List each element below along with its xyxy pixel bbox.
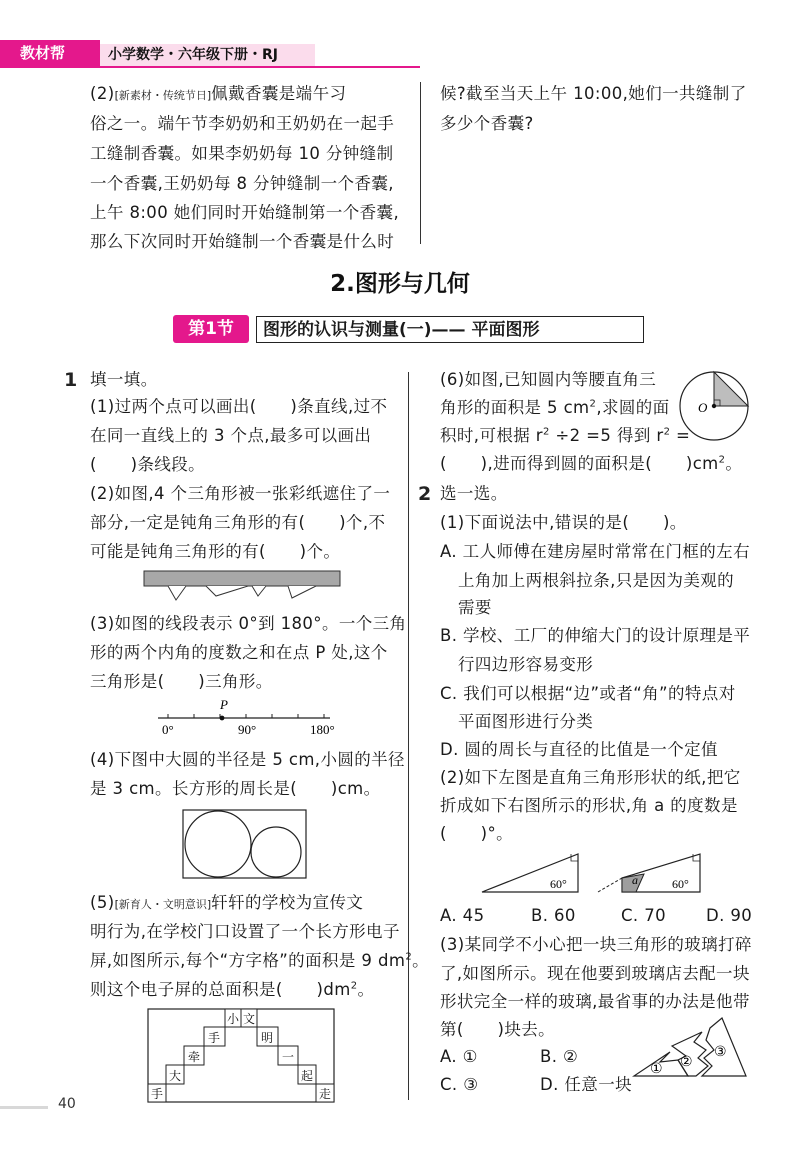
fold-dashed-line xyxy=(598,878,622,892)
header-brand: 教材帮 xyxy=(20,44,66,62)
q1-p1-line-2: 在同一直线上的 3 个点,最多可以画出 xyxy=(90,426,372,445)
q1-p1-line-3: ( )条线段。 xyxy=(90,455,206,474)
rectangle xyxy=(183,810,306,878)
q2-p3-line-4: 第( )块去。 xyxy=(440,1020,556,1039)
q2-p2-option-a: A. 45 xyxy=(440,906,485,925)
piece-3-label: ③ xyxy=(714,1044,727,1060)
q1-p5-line-4: 则这个电子屏的总面积是( )$dm^2$。 xyxy=(90,980,375,999)
chapter-title: 2.图形与几何 xyxy=(330,271,470,297)
top-q2-line-6: 那么下次同时开始缝制一个香囊是什么时 xyxy=(90,232,395,251)
q2-p3-option-b: B. ② xyxy=(540,1047,579,1066)
char-3: 手 xyxy=(208,1031,221,1045)
q1-p6-line-2: 角形的面积是 5 $cm^2$,求圆的面 xyxy=(440,398,670,417)
q1-p5-line-1: (5)[新育人・文明意识]轩轩的学校为宣传文 xyxy=(90,893,364,912)
center-label: O xyxy=(698,400,708,415)
q2-p2-line-1: (2)如下左图是直角三角形形状的纸,把它 xyxy=(440,768,741,787)
column-divider-top xyxy=(420,82,421,244)
q1-number: 1 xyxy=(64,369,78,391)
q2-p1-option-b-2: 行四边形容易变形 xyxy=(458,655,594,674)
q1-p1-line-1: (1)过两个点可以画出( )条直线,过不 xyxy=(90,397,388,416)
paper-strip xyxy=(144,571,340,586)
piece-2-label: ② xyxy=(680,1054,693,1070)
center-point xyxy=(712,404,716,408)
degree-number-line xyxy=(150,696,340,740)
q2-p3-option-c: C. ③ xyxy=(440,1075,479,1094)
q1-p3-line-1: (3)如图的线段表示 0°到 180°。一个三角 xyxy=(90,614,407,633)
q2-p2-option-b: B. 60 xyxy=(531,906,576,925)
q2-p1-option-b-1: B. 学校、工厂的伸缩大门的设计原理是平 xyxy=(440,626,751,645)
q2-p1-option-c-2: 平面图形进行分类 xyxy=(458,712,594,731)
q1-p2-line-2: 部分,一定是钝角三角形的有( )个,不 xyxy=(90,513,386,532)
q2-p3-option-d: D. 任意一块 xyxy=(540,1075,632,1094)
char-2: 文 xyxy=(243,1012,256,1026)
top-q2-line-4: 一个香囊,王奶奶每 8 分钟缝制一个香囊, xyxy=(90,174,394,193)
q1-p3-line-3: 三角形是( )三角形。 xyxy=(90,672,273,691)
header-rule xyxy=(0,66,420,68)
char-6: 一 xyxy=(282,1050,295,1064)
covered-triangles-figure xyxy=(140,566,345,608)
angle-label-left: 60° xyxy=(550,877,567,891)
triangle-tip-1 xyxy=(168,586,186,600)
label-180: 180° xyxy=(310,722,335,737)
q2-p1-option-a-1: A. 工人师傅在建房屋时常常在门框的左右 xyxy=(440,542,750,561)
piece-1-label: ① xyxy=(650,1061,663,1077)
triangle-tip-2 xyxy=(206,586,248,596)
section-badge: 第1节 xyxy=(173,315,249,343)
q1-p2-line-3: 可能是钝角三角形的有( )个。 xyxy=(90,542,341,561)
top-q2-line-5: 上午 8:00 她们同时开始缝制第一个香囊, xyxy=(90,203,400,222)
q2-p2-option-c: C. 70 xyxy=(621,906,667,925)
char-4: 明 xyxy=(261,1031,274,1045)
big-circle xyxy=(185,811,251,877)
point-p xyxy=(220,716,225,721)
q1-p5-line-3: 屏,如图所示,每个“方字格”的面积是 9 $dm^2$。 xyxy=(90,951,429,970)
label-0: 0° xyxy=(162,722,174,737)
label-90: 90° xyxy=(238,722,257,737)
top-q2-line-2: 俗之一。端午节李奶奶和王奶奶在一起手 xyxy=(90,114,395,133)
q1-p6-line-1: (6)如图,已知圆内等腰直角三 xyxy=(440,370,657,389)
top-q2-right-line-2: 多少个香囊? xyxy=(440,114,534,133)
char-10: 走 xyxy=(319,1087,332,1101)
circle-triangle-figure xyxy=(676,368,756,448)
q2-p3-line-1: (3)某同学不小心把一块三角形的玻璃打碎 xyxy=(440,935,752,954)
char-5: 牵 xyxy=(188,1050,201,1064)
q2-p3-option-a: A. ① xyxy=(440,1047,478,1066)
header-title: 小学数学・六年级下册・RJ xyxy=(108,47,278,63)
char-8: 起 xyxy=(301,1069,314,1083)
q2-p1-option-a-3: 需要 xyxy=(458,598,492,617)
q1-p4-line-2: 是 3 cm。长方形的周长是( )cm。 xyxy=(90,779,381,798)
column-divider xyxy=(408,372,409,1100)
section-title: 图形的认识与测量(一)—— 平面图形 xyxy=(256,316,644,343)
q1-p6-line-4: ( ),进而得到圆的面积是( )$cm^2$。 xyxy=(440,454,743,473)
q2-p1-option-c-1: C. 我们可以根据“边”或者“角”的特点对 xyxy=(440,684,736,703)
angle-label-right: 60° xyxy=(672,877,689,891)
q1-p4-line-1: (4)下图中大圆的半径是 5 cm,小圆的半径 xyxy=(90,750,405,769)
angle-a-label: a xyxy=(632,873,638,887)
triangle-tip-4 xyxy=(288,586,316,598)
q1-title: 填一填。 xyxy=(90,370,158,389)
q2-p3-line-3: 形状完全一样的玻璃,最省事的办法是他带 xyxy=(440,992,750,1011)
q2-p1-stem: (1)下面说法中,错误的是( )。 xyxy=(440,513,687,532)
page-footer-bar xyxy=(0,1106,48,1109)
q2-p3-line-2: 了,如图所示。现在他要到玻璃店去配一块 xyxy=(440,964,750,983)
page-number: 40 xyxy=(58,1096,76,1112)
triangle-tip-3 xyxy=(252,586,266,596)
char-1: 小 xyxy=(227,1012,240,1026)
top-q2-right-line-1: 候?截至当天上午 10:00,她们一共缝制了 xyxy=(440,84,747,103)
char-7: 大 xyxy=(169,1069,182,1083)
q2-p1-option-d: D. 圆的周长与直径的比值是一个定值 xyxy=(440,740,718,759)
q2-p2-option-d: D. 90 xyxy=(706,906,753,925)
point-p-label: P xyxy=(220,697,228,712)
q1-p6-line-3: 积时,可根据 $r^2 \div 2 =5$ 得到 $r^2$ = xyxy=(440,426,691,445)
q2-number: 2 xyxy=(418,483,432,505)
q2-p2-line-3: ( )°。 xyxy=(440,824,514,843)
q2-title: 选一选。 xyxy=(440,484,508,503)
q2-p2-line-2: 折成如下右图所示的形状,角 a 的度数是 xyxy=(440,796,738,815)
top-q2-line-1: (2)[新素材・传统节日]佩戴香囊是端午习 xyxy=(90,84,347,103)
q2-p1-option-a-2: 上角加上两根斜拉条,只是因为美观的 xyxy=(458,571,735,590)
electronic-screen-figure xyxy=(143,1007,339,1105)
q1-p3-line-2: 形的两个内角的度数之和在点 P 处,这个 xyxy=(90,643,388,662)
broken-glass-figure xyxy=(630,1016,752,1080)
q1-p2-line-1: (2)如图,4 个三角形被一张彩纸遮住了一 xyxy=(90,484,391,503)
char-9: 手 xyxy=(151,1087,164,1101)
top-q2-line-3: 工缝制香囊。如果李奶奶每 10 分钟缝制 xyxy=(90,144,394,163)
q1-p5-line-2: 明行为,在学校门口设置了一个长方形电子 xyxy=(90,922,400,941)
folded-triangle-figures xyxy=(476,846,732,898)
small-circle xyxy=(251,827,301,877)
circles-rectangle-figure xyxy=(182,808,308,880)
